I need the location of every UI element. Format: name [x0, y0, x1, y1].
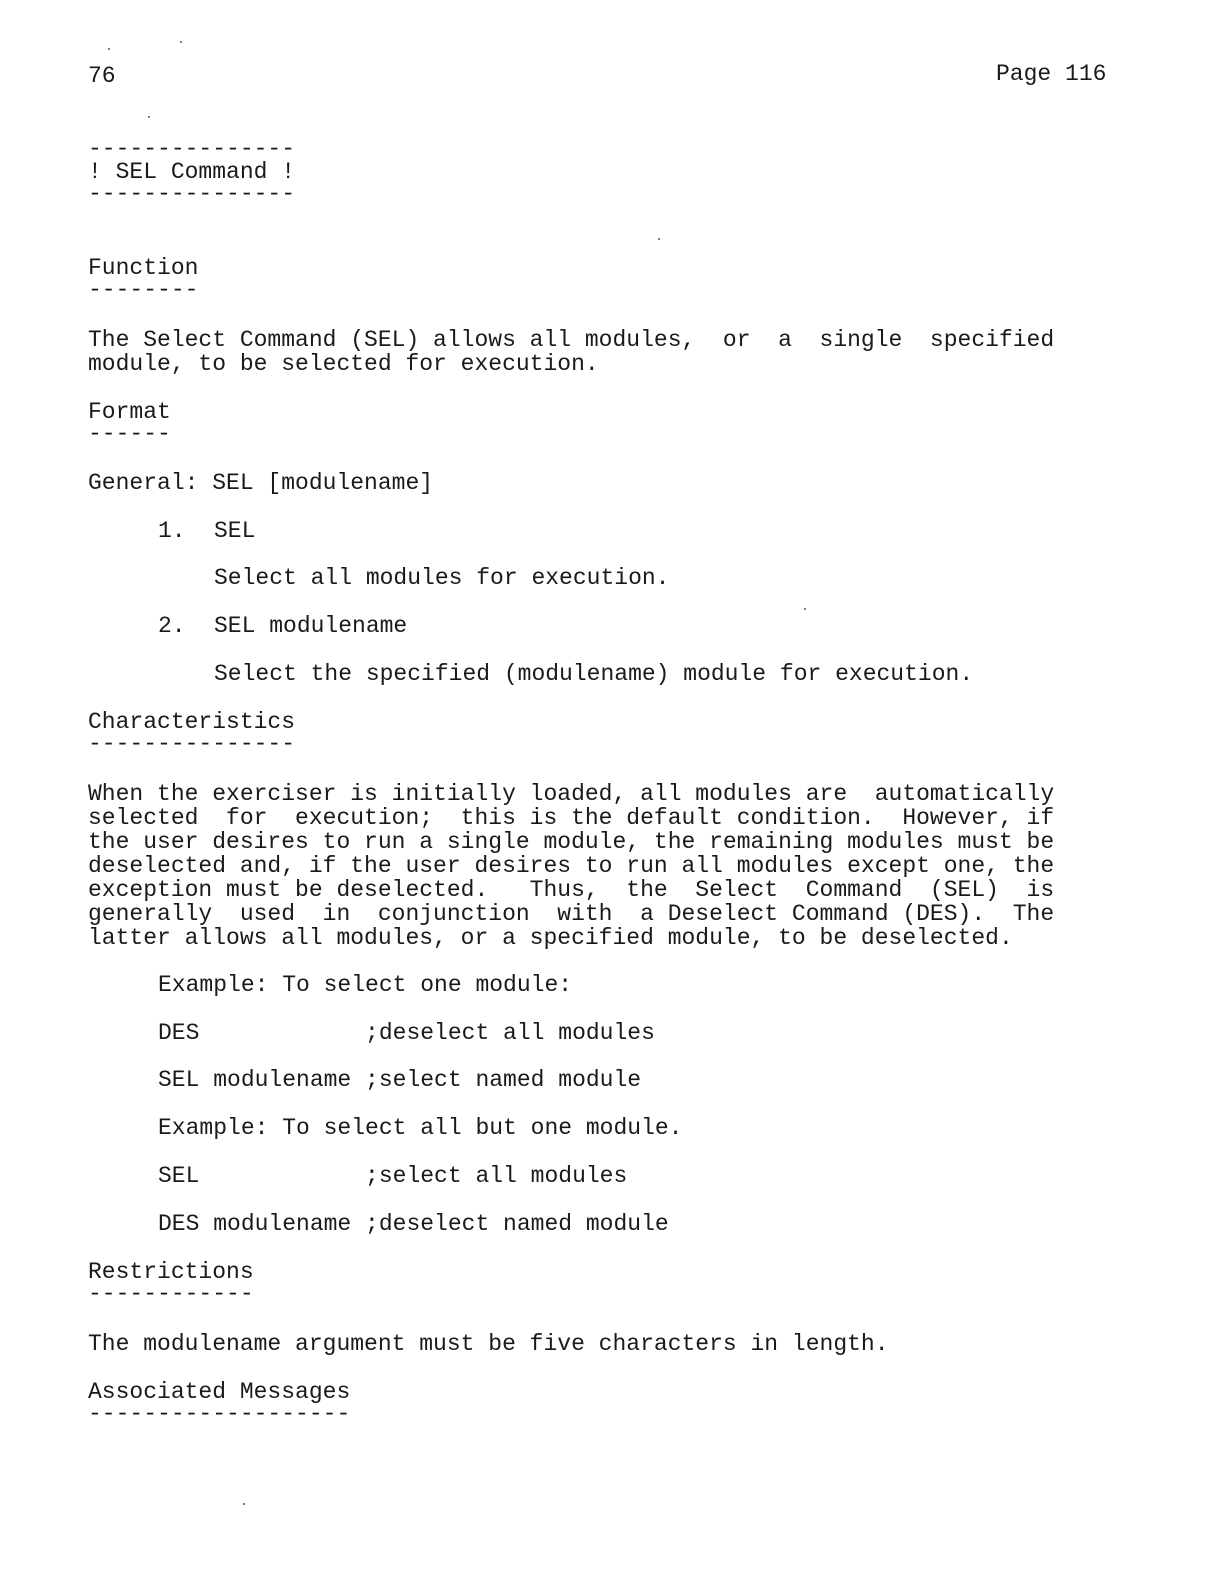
- scan-speck: [804, 608, 806, 610]
- page-left-number: 76: [88, 63, 116, 89]
- example-code-line: SEL modulename ;select named module: [158, 1067, 642, 1093]
- characteristics-text-line: the user desires to run a single module, the remaining modules must be: [88, 829, 1055, 855]
- scan-speck: [108, 48, 110, 50]
- characteristics-text-line: latter allows all modules, or a specified module, to be deselected.: [88, 925, 1013, 951]
- example-code-line: SEL ;select all modules: [158, 1163, 628, 1189]
- section-rule-associated-messages: -------------------: [88, 1401, 351, 1427]
- function-text-line: The Select Command (SEL) allows all modules, or a single specified: [88, 327, 1055, 353]
- characteristics-text-line: deselected and, if the user desires to run all modules except one, the: [88, 853, 1055, 879]
- characteristics-text-line: generally used in conjunction with a Deselect Command (DES). The: [88, 901, 1055, 927]
- section-rule-characteristics: ---------------: [88, 731, 296, 757]
- format-item-command: SEL: [214, 518, 256, 544]
- characteristics-text-line: exception must be deselected. Thus, the Select Command (SEL) is: [88, 877, 1055, 903]
- format-item-command: SEL modulename: [214, 613, 408, 639]
- characteristics-text-line: When the exerciser is initially loaded, all modules are automatically: [88, 781, 1055, 807]
- scan-speck: [148, 116, 150, 118]
- function-text-line: module, to be selected for execution.: [88, 351, 599, 377]
- format-item-number: 1.: [158, 518, 186, 544]
- example-label: Example: To select all but one module.: [158, 1115, 683, 1141]
- title-rule-bottom: ---------------: [88, 181, 296, 207]
- format-general: General: SEL [modulename]: [88, 470, 434, 496]
- page-title: ! SEL Command !: [88, 159, 296, 185]
- page-number: Page 116: [996, 61, 1107, 87]
- restrictions-text: The modulename argument must be five characters in length.: [88, 1331, 889, 1357]
- example-code-line: DES modulename ;deselect named module: [158, 1211, 669, 1237]
- scan-speck: [180, 41, 182, 43]
- section-heading-restrictions: Restrictions: [88, 1259, 254, 1285]
- title-rule-top: ---------------: [88, 136, 296, 162]
- section-heading-format: Format: [88, 399, 171, 425]
- section-heading-function: Function: [88, 255, 199, 281]
- format-item-description: Select the specified (modulename) module for execution.: [214, 661, 974, 687]
- example-code-line: DES ;deselect all modules: [158, 1020, 655, 1046]
- characteristics-text-line: selected for execution; this is the default condition. However, if: [88, 805, 1055, 831]
- format-item-description: Select all modules for execution.: [214, 565, 670, 591]
- format-item-number: 2.: [158, 613, 186, 639]
- section-heading-associated-messages: Associated Messages: [88, 1379, 351, 1405]
- section-heading-characteristics: Characteristics: [88, 709, 296, 735]
- scan-speck: [243, 1503, 245, 1505]
- section-rule-function: --------: [88, 277, 199, 303]
- scan-speck: [658, 238, 660, 240]
- example-label: Example: To select one module:: [158, 972, 573, 998]
- section-rule-format: ------: [88, 421, 171, 447]
- section-rule-restrictions: ------------: [88, 1281, 254, 1307]
